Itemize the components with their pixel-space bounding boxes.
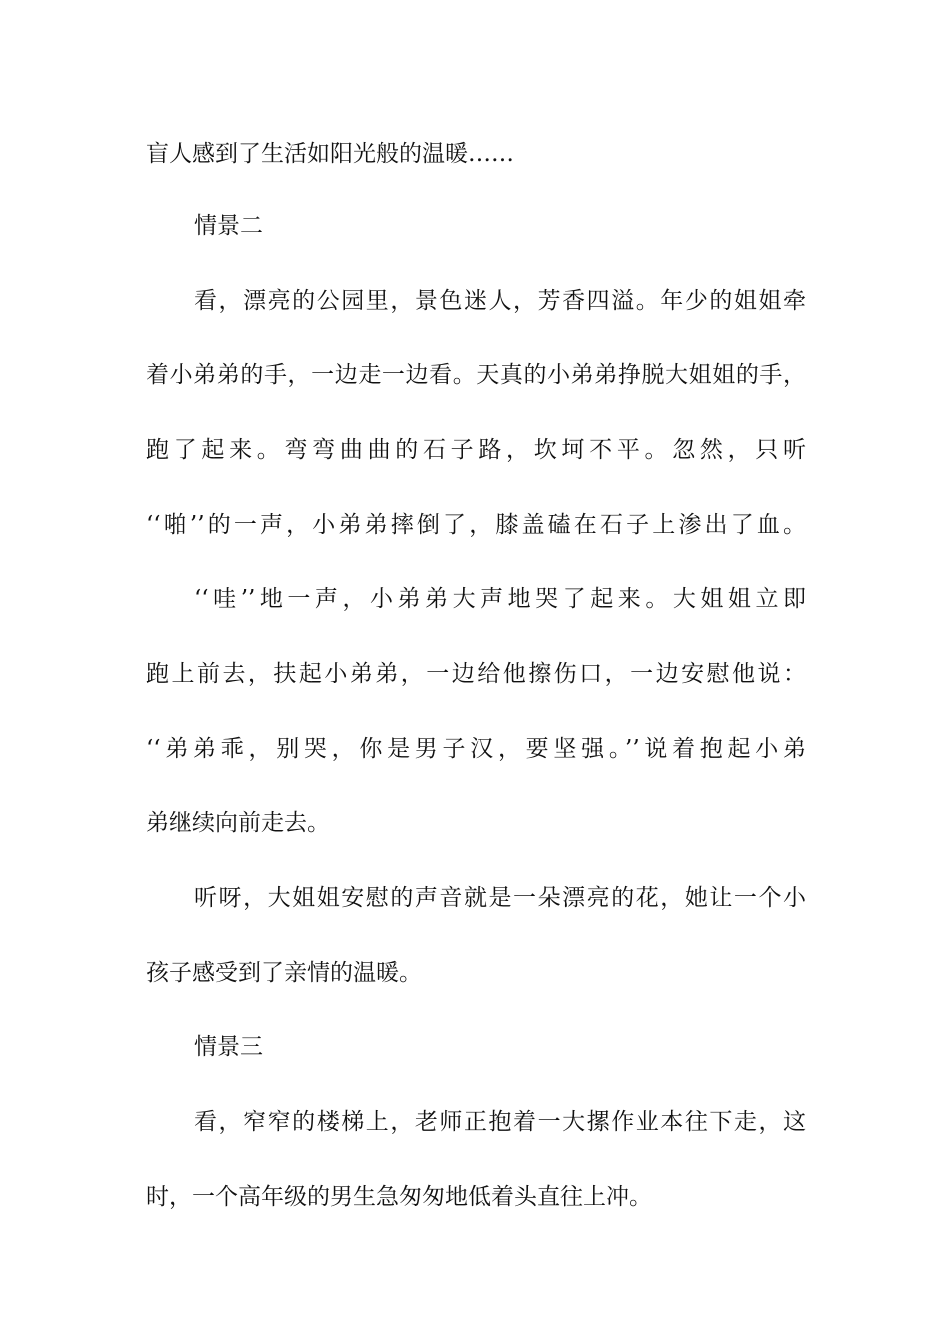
paragraph-line: 弟继续向前走去。	[146, 810, 330, 836]
paragraph-line: 跑上前去，扶起小弟弟，一边给他擦伤口，一边安慰他说：	[146, 661, 806, 687]
text-line-continuation: 盲人感到了生活如阳光般的温暖……	[146, 141, 514, 167]
paragraph-line: 孩子感受到了亲情的温暖。	[146, 960, 422, 986]
paragraph-line: 看，窄窄的楼梯上，老师正抱着一大摞作业本往下走，这	[194, 1109, 806, 1135]
paragraph-line: 时，一个高年级的男生急匆匆地低着头直往上冲。	[146, 1184, 652, 1210]
paragraph-line: 听呀，大姐姐安慰的声音就是一朵漂亮的花，她让一个小	[194, 885, 806, 911]
section-heading-scene-two: 情景二	[194, 213, 263, 239]
paragraph-line: ‘‘弟弟乖，别哭，你是男子汉，要坚强。’’说着抱起小弟	[146, 736, 806, 762]
paragraph-line: 看，漂亮的公园里，景色迷人，芳香四溢。年少的姐姐牵	[194, 288, 806, 314]
paragraph-line: ‘‘哇’’地一声，小弟弟大声地哭了起来。大姐姐立即	[194, 586, 806, 612]
paragraph-line: 跑了起来。弯弯曲曲的石子路，坎坷不平。忽然，只听	[146, 437, 806, 463]
section-heading-scene-three: 情景三	[194, 1034, 263, 1060]
paragraph-line: ‘‘啪’’的一声，小弟弟摔倒了，膝盖磕在石子上渗出了血。	[146, 512, 806, 538]
paragraph-line: 着小弟弟的手，一边走一边看。天真的小弟弟挣脱大姐姐的手，	[146, 362, 806, 388]
